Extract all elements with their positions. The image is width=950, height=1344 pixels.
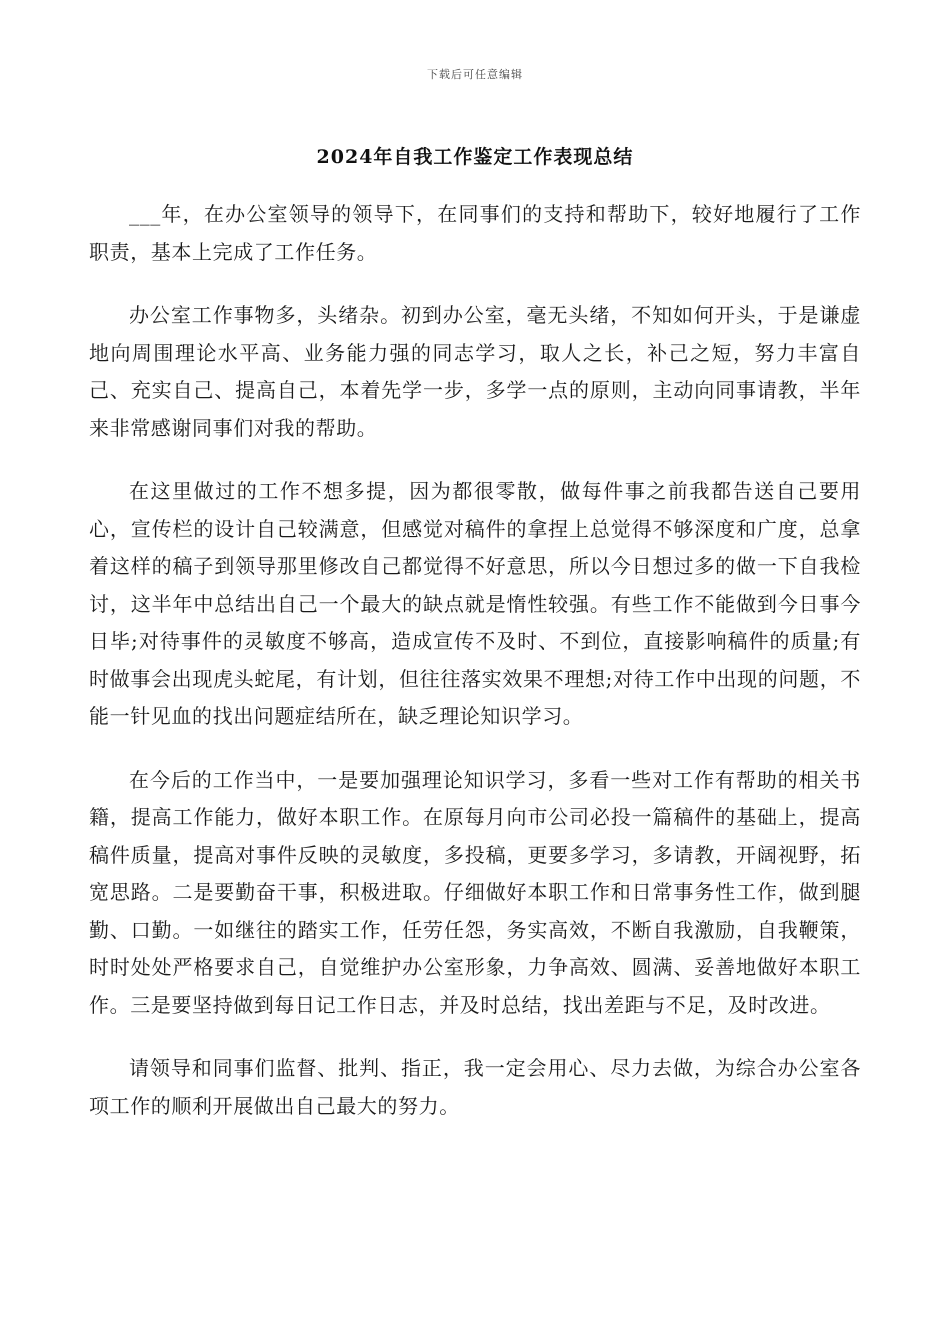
paragraph-4: 在今后的工作当中，一是要加强理论知识学习，多看一些对工作有帮助的相关书籍，提高工作能力，做好本职工作。在原每月向市公司必投一篇稿件的基础上，提高稿件质量，提高对事件反映的灵敏度，多投稿，更要多学习，多请教，开阔视野，拓宽思路。二是要勤奋干事，积极进取。仔细做好本职工作和日常事务性工作，做到腿勤、口勤。一如继往的踏实工作，任劳任怨，务实高效，不断自我激励，自我鞭策，时时处处严格要求自己，自觉维护办公室形象，力争高效、圆满、妥善地做好本职工作。三是要坚持做到每日记工作日志，并及时总结，找出差距与不足，及时改进。 bbox=[89, 767, 861, 1017]
paragraph-2: 办公室工作事物多，头绪杂。初到办公室，毫无头绪，不知如何开头，于是谦虚地向周围理论水平高、业务能力强的同志学习，取人之长，补己之短，努力丰富自己、充实自己、提高自己，本着先学一步，多学一点的原则，主动向同事请教，半年来非常感谢同事们对我的帮助。 bbox=[89, 303, 861, 440]
document-title: 2024年自我工作鉴定工作表现总结 bbox=[316, 146, 634, 168]
paragraph-5: 请领导和同事们监督、批判、指正，我一定会用心、尽力去做，为综合办公室各项工作的顺利开展做出自己最大的努力。 bbox=[89, 1056, 861, 1118]
paragraph-1: ___年，在办公室领导的领导下，在同事们的支持和帮助下，较好地履行了工作职责，基本上完成了工作任务。 bbox=[89, 202, 861, 264]
page-header-note: 下载后可任意编辑 bbox=[427, 68, 523, 81]
document-body bbox=[89, 196, 861, 1151]
paragraph-3: 在这里做过的工作不想多提，因为都很零散，做每件事之前我都告送自己要用心，宣传栏的设计自己较满意，但感觉对稿件的拿捏上总觉得不够深度和广度，总拿着这样的稿子到领导那里修改自己都觉得不好意思，所以今日想过多的做一下自我检讨，这半年中总结出自己一个最大的缺点就是惰性较强。有些工作不能做到今日事今日毕;对待事件的灵敏度不够高，造成宣传不及时、不到位，直接影响稿件的质量;有时做事会出现虎头蛇尾，有计划，但往往落实效果不理想;对待工作中出现的问题，不能一针见血的找出问题症结所在，缺乏理论知识学习。 bbox=[89, 479, 861, 728]
